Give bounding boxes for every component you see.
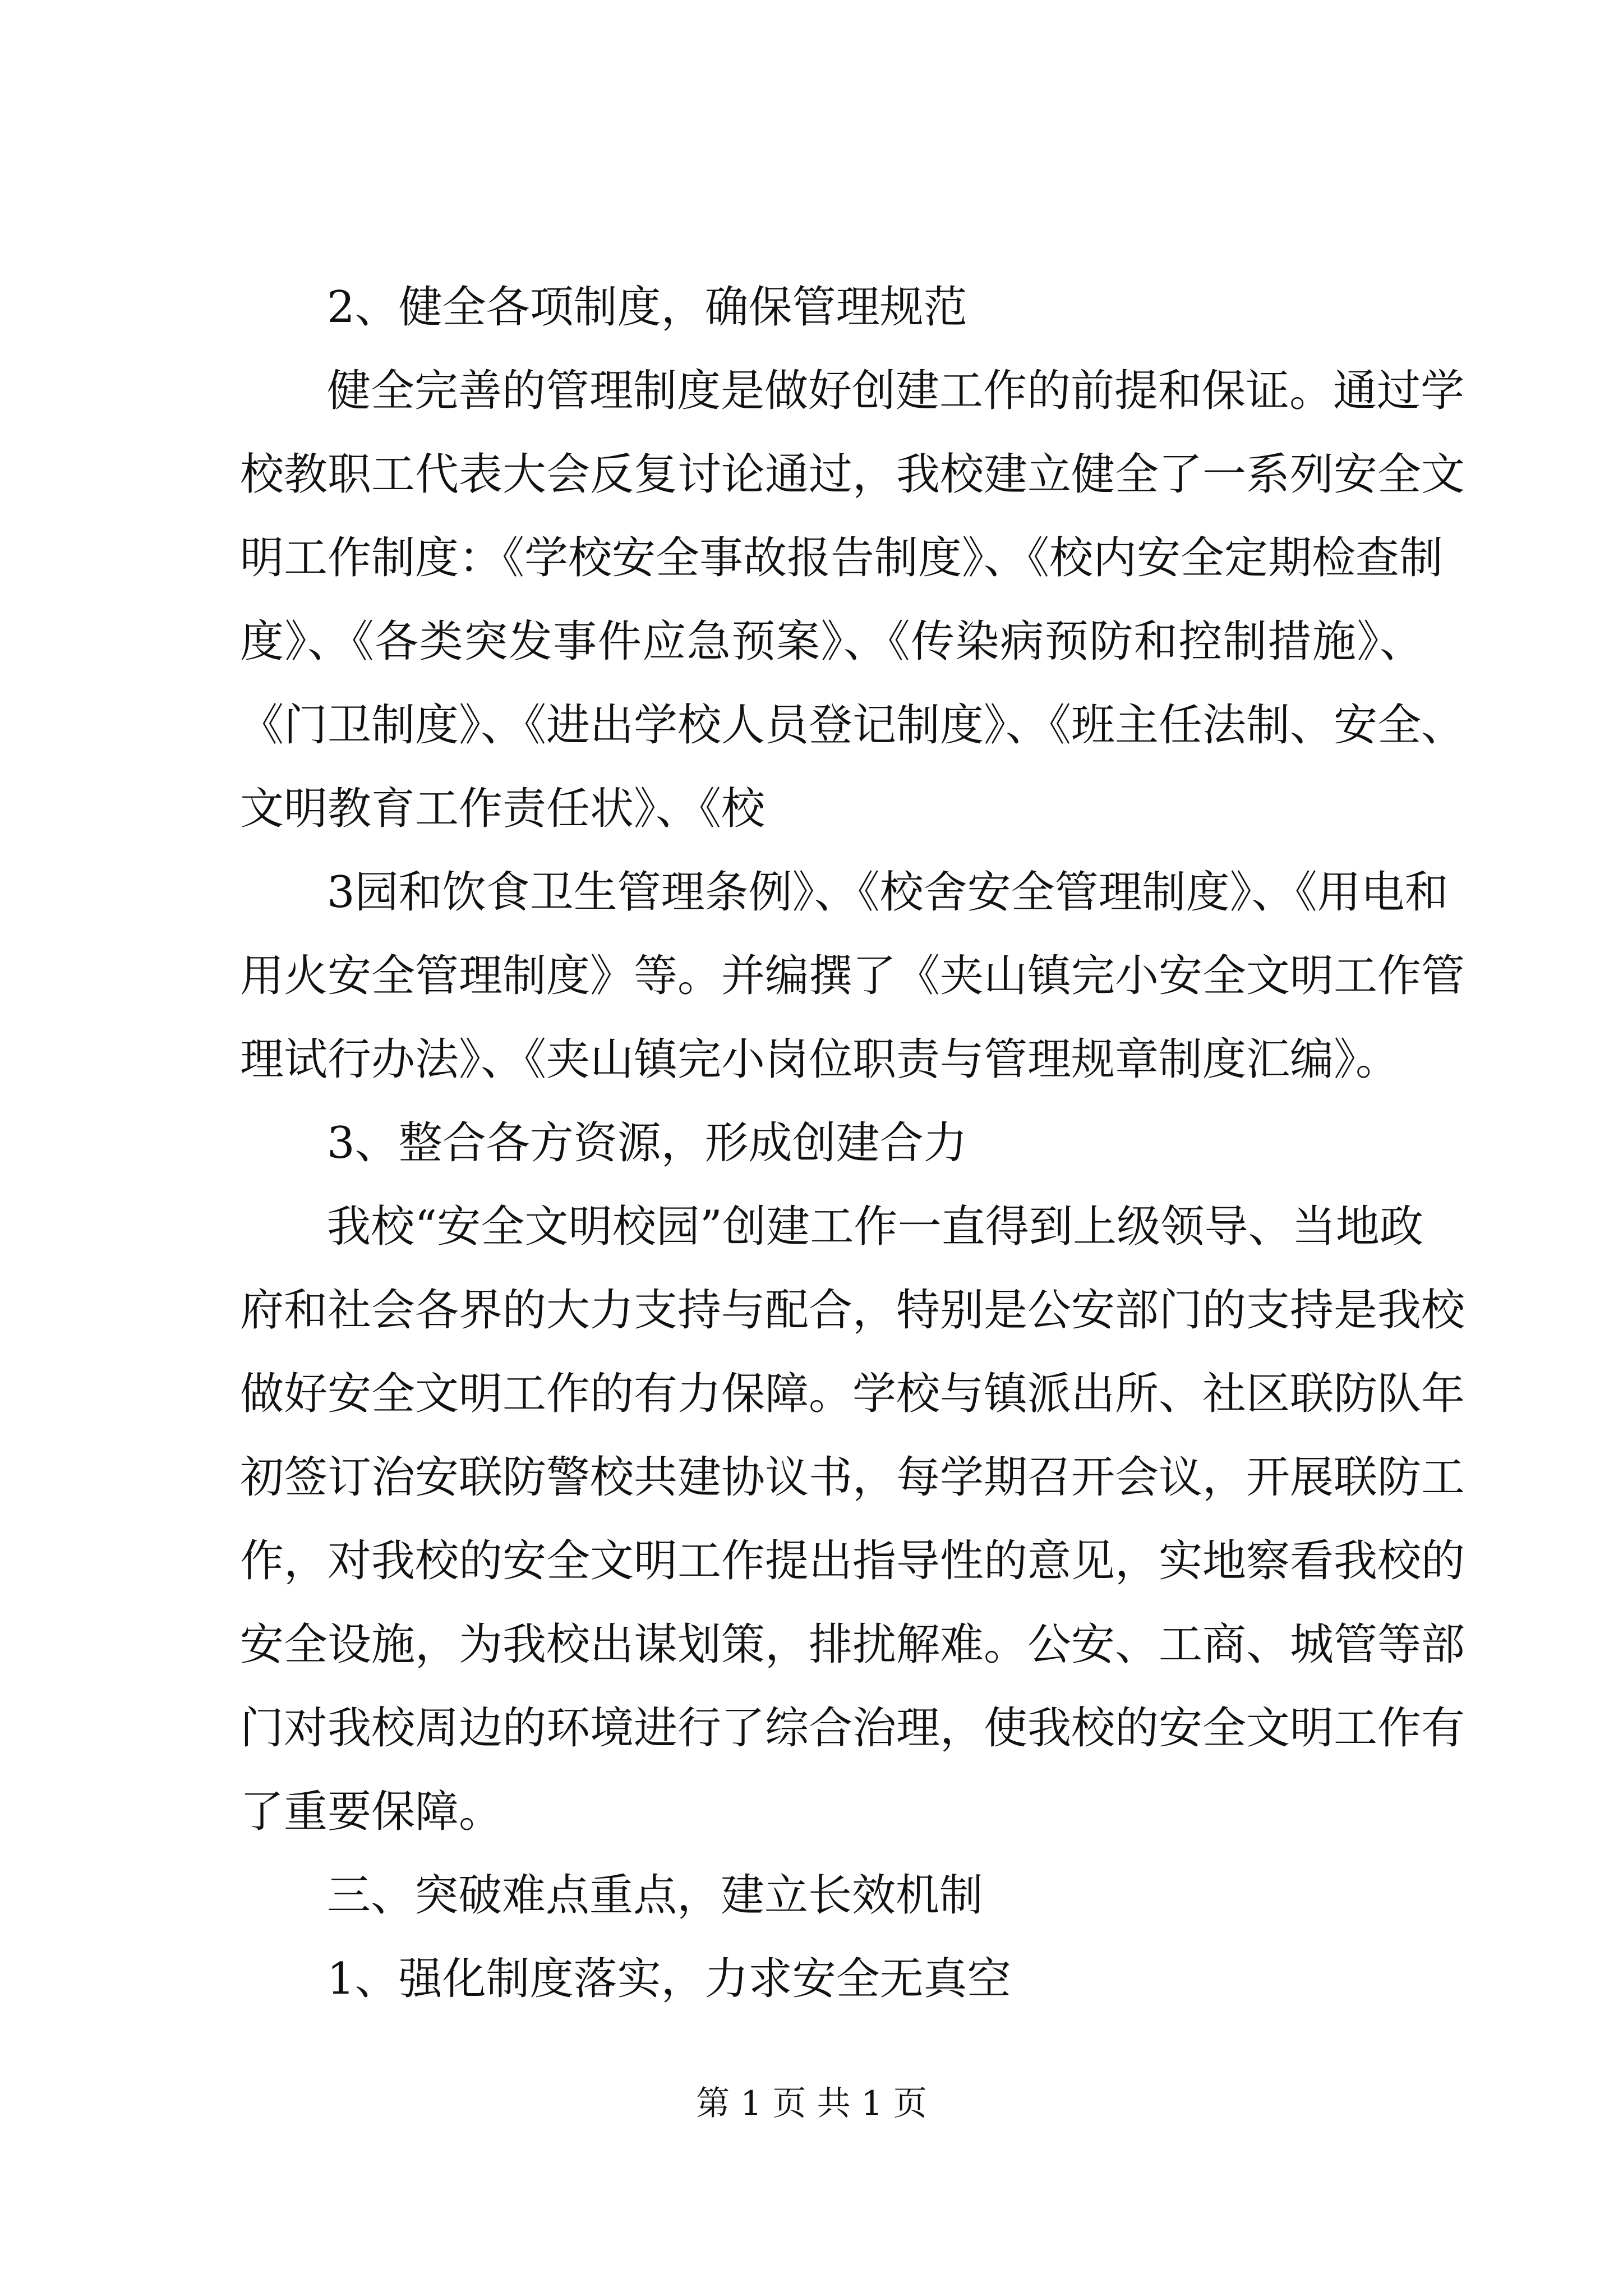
page-number-footer: 第 1 页 共 1 页: [696, 2084, 927, 2123]
section-heading: 3、整合各方资源，形成创建合力: [327, 1118, 967, 1168]
paragraph-line: 了重要保障。: [240, 1787, 503, 1837]
paragraph-line: 文明教育工作责任状》、《校: [240, 784, 766, 834]
paragraph-line: 安全设施，为我校出谋划策，排扰解难。公安、工商、城管等部: [240, 1619, 1465, 1670]
paragraph-line: 我校“安全文明校园”创建工作一直得到上级领导、当地政: [327, 1202, 1423, 1252]
paragraph-line: 度》、《各类突发事件应急预案》、《传染病预防和控制措施》、: [240, 616, 1423, 667]
paragraph-line: 明工作制度：《学校安全事故报告制度》、《校内安全定期检查制: [240, 533, 1444, 583]
paragraph-line: 《门卫制度》、《进出学校人员登记制度》、《班主任法制、安全、: [240, 700, 1465, 751]
document-body: [240, 266, 1465, 2021]
paragraph-line: 3园和饮食卫生管理条例》、《校舍安全管理制度》、《用电和: [327, 867, 1449, 918]
paragraph-line: 作，对我校的安全文明工作提出指导性的意见，实地察看我校的: [240, 1536, 1465, 1586]
section-heading: 2、健全各项制度，确保管理规范: [327, 282, 967, 333]
section-heading: 三、突破难点重点，建立长效机制: [327, 1870, 984, 1921]
section-heading: 1、强化制度落实，力求安全无真空: [327, 1954, 1011, 2004]
paragraph-line: 理试行办法》、《夹山镇完小岗位职责与管理规章制度汇编》。: [240, 1034, 1400, 1085]
paragraph-line: 健全完善的管理制度是做好创建工作的前提和保证。通过学: [327, 366, 1465, 416]
paragraph-line: 用火安全管理制度》等。并编撰了《夹山镇完小安全文明工作管: [240, 951, 1465, 1001]
paragraph-line: 府和社会各界的大力支持与配合，特别是公安部门的支持是我校: [240, 1285, 1465, 1336]
paragraph-line: 门对我校周边的环境进行了综合治理，使我校的安全文明工作有: [240, 1703, 1465, 1754]
paragraph-line: 做好安全文明工作的有力保障。学校与镇派出所、社区联防队年: [240, 1369, 1465, 1419]
paragraph-line: 校教职工代表大会反复讨论通过，我校建立健全了一系列安全文: [240, 449, 1465, 500]
paragraph-line: 初签订治安联防警校共建协议书，每学期召开会议，开展联防工: [240, 1452, 1465, 1503]
